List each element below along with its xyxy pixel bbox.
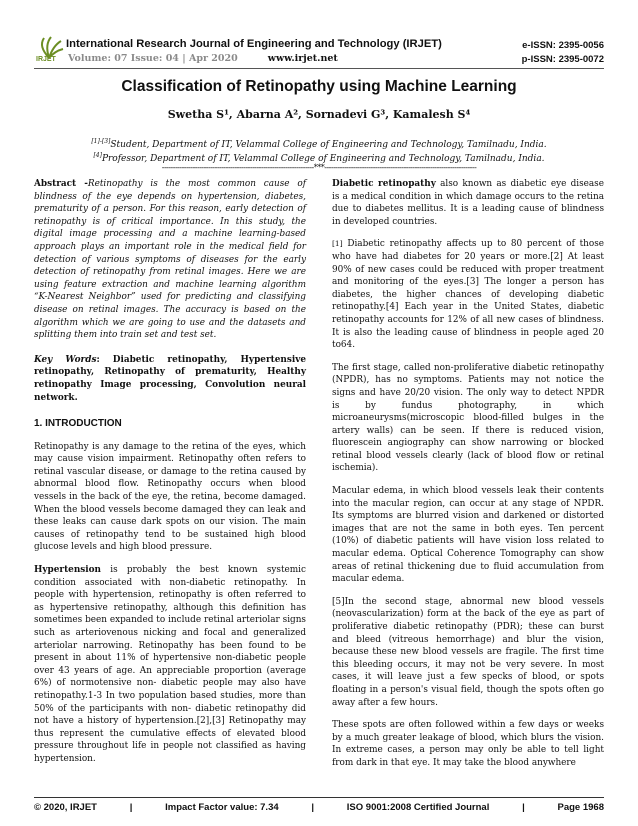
keywords-label: Key Words [34, 354, 97, 365]
hypertension-term: Hypertension [34, 565, 102, 576]
header-rule [34, 68, 604, 69]
paragraph-text: is probably the best known systemic condition associated with non-diabetic retinopathy. In people with hypertension, retinopathy is often referred to as hypertensive retinopathy, although this definition has sometimes been expanded to include retinal arteriolar signs such as arteriovenous nicking and focal and generalized arteriolar narrowing. Retinopathy has been found to be present in about 11% of hypertensive non-diabetic people over 43 years of age. An appreciable proportion (average 6%) of normotensive non- diabetic people may also have retinopathy.1-3 In two population based studies, more than 50% of the participants with non- diabetic retinopathy did not have a history of hypertension.[2],[3] Retinopathy may thus represent the cumulative effects of elevated blood pressure throughout life in people not classified as having hypertension. [34, 565, 306, 764]
journal-name: International Research Journal of Engineering and Technology (IRJET) [66, 38, 442, 50]
right-paragraph-6: These spots are often followed within a few days or weeks by a much greater leakage of blood, which blurs the vision. In extreme cases, a person may only be able to tell light from dark in that eye. It may take the blood anywhere [332, 720, 604, 768]
e-issn: e-ISSN: 2395-0056 [522, 40, 604, 51]
journal-header [34, 36, 604, 66]
footer-separator: | [129, 802, 133, 813]
paragraph-text: also known as diabetic eye disease is a medical condition in which damage occurs to the retina due to diabetes mellitus. It is a leading cause of blindness in developed countries. [332, 179, 604, 227]
right-paragraph-2 [332, 238, 604, 351]
right-paragraph-5: [5]In the second stage, abnormal new blood vessels (neovascularization) form at the back of the eye as part of proliferative diabetic retinopathy (PDR); these can burst and bleed (vitreous hemorrhage) and blur the vision, because these new blood vessels are fragile. The first time this bleeding occurs, it may not be very severe. In most cases, it will leave just a few specks of blood, or spots floating in a person's visual field, though the spots often go away after a few hours. [332, 596, 604, 708]
left-column [34, 178, 306, 776]
right-paragraph-1 [332, 178, 604, 228]
p-issn: p-ISSN: 2395-0072 [521, 54, 604, 65]
abstract [34, 178, 306, 342]
journal-url[interactable]: www.irjet.net [267, 53, 338, 64]
affiliation-marker: [1]-[3] [91, 138, 111, 145]
footer-copyright: © 2020, IRJET [34, 802, 97, 813]
right-column [332, 178, 604, 780]
affiliation-text: Professor, Department of IT, Velammal College of Engineering and Technology, Tamilnadu, India. [101, 154, 545, 164]
intro-paragraph-1: Retinopathy is any damage to the retina of the eyes, which may cause vision impairment. Retinopathy often refers to retinal vascular disease, or damage to the retina caused by abnormal blood flow. Retinopathy occurs when blood vessels in the back of the eye, the retina, become damaged. When the blood vessels become damaged they can leak and these leaks can cause dark spots on our vision. The main causes of retinopathy tend to be sustained high blood glucose levels and high blood pressure. [34, 441, 306, 553]
abstract-label: Abstract - [34, 179, 88, 189]
paper-authors: Swetha S¹, Abarna A², Sornadevi G³, Kamalesh S⁴ [167, 108, 471, 121]
affiliation-students [0, 138, 638, 150]
section-heading-introduction: 1. INTRODUCTION [34, 418, 122, 430]
diabetic-retinopathy-term: Diabetic retinopathy [332, 179, 436, 189]
footer-separator: | [522, 802, 525, 813]
logo-text: IRJET [36, 56, 56, 63]
keywords-text: : Diabetic retinopathy, Hypertensive retinopathy, Retinopathy of prematurity, Healthy retinopathy Image processing, Convolution neural network. [34, 354, 306, 403]
keywords [34, 354, 306, 404]
volume-text: Volume: 07 Issue: 04 | Apr 2020 [68, 53, 238, 64]
right-paragraph-4: Macular edema, in which blood vessels leak their contents into the macular region, can occur at any stage of NPDR. Its symptoms are blurred vision and darkened or distorted images that are not the same in both eyes. Ten percent (10%) of diabetic patients will have vision loss related to macular edema. Optical Coherence Tomography can show areas of retinal thickening due to fluid accumulation from macular edema. [332, 486, 604, 585]
right-paragraph-3: The first stage, called non-proliferative diabetic retinopathy (NPDR), has no symptoms. Patients may not notice the signs and have 20/20 vision. The only way to detect NPDR is by fundus photography, in which microaneurysms(microscopic blood-filled bulges in the artery walls) can be seen. If there is reduced vision, fluorescein angiography can show narrowing or blocked retinal blood vessels clearly (lack of blood flow or retinal ischemia). [332, 362, 604, 474]
affiliation-text: Student, Department of IT, Velammal College of Engineering and Technology, Tamilnadu, India. [110, 140, 547, 150]
page-footer [34, 802, 604, 813]
affiliation-marker: [4] [93, 152, 102, 159]
reference-marker: [1] [332, 239, 343, 249]
volume-info [68, 53, 338, 64]
footer-impact-factor: Impact Factor value: 7.34 [165, 802, 279, 813]
intro-paragraph-2 [34, 564, 306, 766]
abstract-text: Retinopathy is the most common cause of blindness of the eye depends on hypertension, diabetes, prematurity of a person. For this reason, early detection of retinopathy is of critical importance. In this study, the digital image processing and a machine learning-based approach plays an important role in the medical field for detection of various symptoms of diseases for the early detection of retinopathy from retinal images. Here we are using feature extraction and machine learning algorithm “K-Nearest Neighbor” used for predicting and classifying disease on retinal images. The accuracy is based on the algorithm which we are going to use and the datasets and splitting them into train set and test set. [34, 179, 306, 341]
paper-title: Classification of Retinopathy using Machine Learning [121, 78, 517, 95]
footer-page-number: Page 1968 [557, 802, 604, 813]
paragraph-text: Diabetic retinopathy affects up to 80 percent of those who have had diabetes for 20 years or more.[2] At least 90% of new cases could be reduced with proper treatment and monitoring of the eyes.[3] The longer a person has diabetes, the higher chances of developing diabetic retinopathy.[4] Each year in the United States, diabetic retinopathy accounts for 12% of all new cases of blindness. It is also the leading cause of blindness in people aged 20 to64. [332, 239, 604, 351]
footer-iso: ISO 9001:2008 Certified Journal [346, 802, 490, 813]
footer-separator: | [311, 802, 315, 813]
section-divider: ---------------------------------------------------------------------***--------------------------------------------------------------------- [161, 163, 477, 172]
footer-rule [34, 797, 604, 798]
